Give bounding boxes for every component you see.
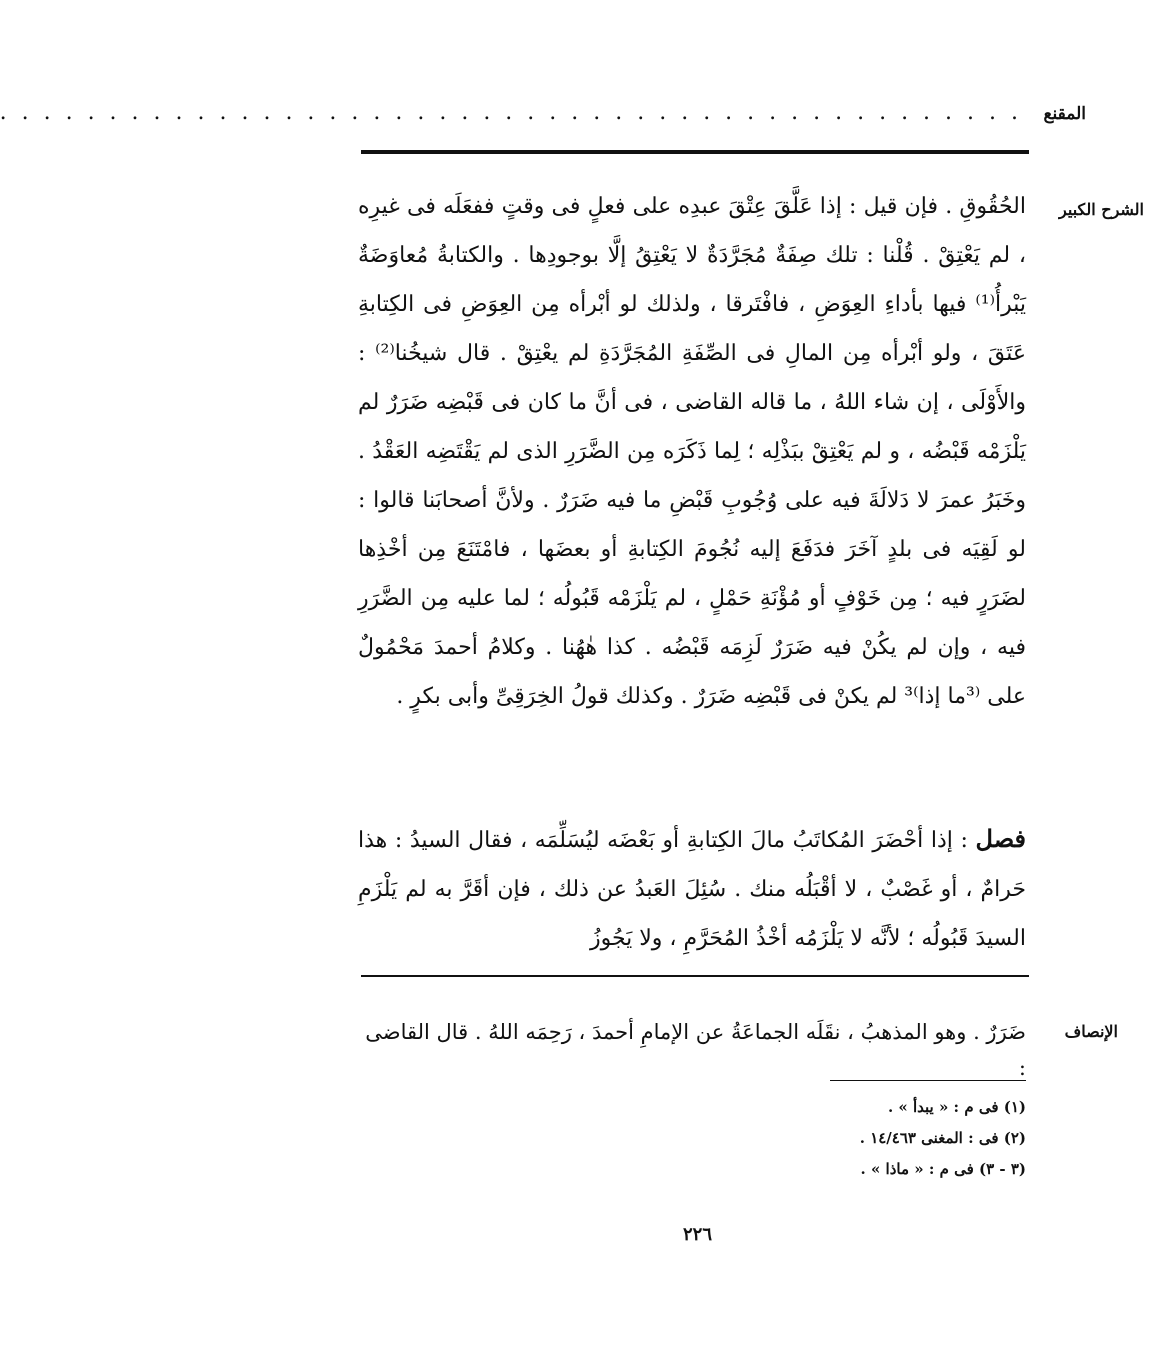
fasl-heading: فصل — [975, 824, 1026, 853]
footnote-3: (٣ - ٣) فى م : « ماذا » . — [860, 1160, 1026, 1178]
margin-label-insaf: الإنصاف — [1064, 1022, 1118, 1041]
main-paragraph: الحُقُوقِ . فإن قيل : إذا عَلَّقَ عِتْقَ عبدِه على فعلٍ فى وقتٍ ففعَلَه فى غيرِه ، لم يَعْتِقْ . قُلْنا : تلك صِفَةٌ مُجَرَّدَةٌ لا يَعْتِقُ إلَّا بوجودِها . والكتابةُ مُعاوَضَةٌ يَبْرأُ⁽¹⁾ فيها بأداءِ العِوَضِ ، فافْتَرقا ، ولذلك لو أبْرأه مِن العِوَضِ فى الكِتابةِ عَتَقَ ، ولو أبْرأه مِن المالِ فى الصِّفَةِ المُجَرَّدَةِ لم يعْتِقْ . قال شيخُنا⁽²⁾ : والأَوْلَى ، إن شاء اللهُ ، ما قاله القاضى ، فى أنَّ ما كان فى قَبْضِه ضَرَرٌ لم يَلْزَمْه قَبْضُه ، و لم يَعْتِقْ ببَذْلِه ؛ لِما ذَكَرَه مِن الضَّرَرِ الذى لم يَقْتَضِه العَقْدُ . وخَبَرُ عمرَ لا دَلالَةَ فيه على وُجُوبِ قَبْضِ ما فيه ضَرَرٌ . ولأنَّ أصحابَنا قالوا : لو لَقِيَه فى بلدٍ آخَرَ فدَفَعَ إليه نُجُومَ الكِتابةِ أو بعضَها ، فامْتَنَعَ مِن أخْذِها لضَرَرٍ فيه ؛ مِن خَوْفٍ أو مُؤْنَةِ حَمْلٍ ، لم يَلْزَمْه قَبُولُه ؛ لما عليه مِن الضَّرَرِ فيه ، وإن لم يكُنْ فيه ضَرَرٌ لَزِمَه قَبْضُه . كذا هٰهُنا . وكلامُ أحمدَ مَحْمُولٌ على ⁽³ما إذا⁾³ لم يكنْ فى قَبْضِه ضَرَرٌ . وكذلك قولُ الخِرَقِىِّ وأبى بكرٍ . — [358, 194, 1026, 709]
footnote-1: (١) فى م : « يبدأ » . — [887, 1098, 1026, 1116]
margin-label-sharh: الشرح الكبير — [1059, 200, 1144, 219]
section-divider — [361, 975, 1029, 977]
main-text-block — [358, 182, 1026, 721]
header-rule — [361, 150, 1029, 154]
book-title: المقنع — [1043, 104, 1086, 124]
footnote-rule — [830, 1080, 1026, 1081]
fasl-section — [358, 814, 1026, 963]
insaf-text: ضَرَرٌ . وهو المذهبُ ، نقَلَه الجماعَةُ عن الإمامِ أحمدَ ، رَحِمَه اللهُ . قال القاضى : — [365, 1020, 1026, 1080]
fasl-text: : إذا أحْضَرَ المُكاتَبُ مالَ الكِتابةِ أو بَعْضَه ليُسَلِّمَه ، فقال السيدُ : هذا حَرامٌ ، أو غَصْبٌ ، لا أقْبَلُه منك . سُئِلَ العَبدُ عن ذلك ، فإن أقَرَّ به لم يَلْزَمِ السيدَ قَبُولُه ؛ لأنَّه لا يَلْزَمُه أخْذُ المُحَرَّمِ ، ولا يَجُوزُ — [358, 828, 1026, 951]
footnote-2: (٢) فى : المغنى ١٤/٤٦٣ . — [859, 1129, 1026, 1147]
page-number: ٢٢٦ — [682, 1224, 712, 1245]
footnotes — [526, 1092, 1026, 1185]
header-dotted-leader: . . . . . . . . . . . . . . . . . . . . . . . . . . . . . . . . . . . . . . . . . . . . . . . — [0, 100, 1022, 125]
